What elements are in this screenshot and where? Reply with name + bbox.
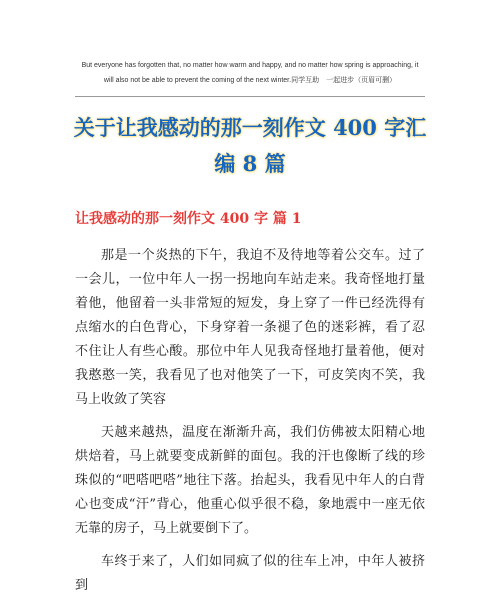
section-title: 让我感动的那一刻作文 400 字 篇 1 [75, 211, 302, 227]
paragraph-2: 天越来越热，温度在渐渐升高，我们仿佛被太阳精心地烘焙着，马上就要变成新鲜的面包。我的汗也像断了线的珍珠似的“吧嗒吧嗒”地往下落。抬起头，我看见中年人的白背心也变成“汗”背心，他重心似乎很不稳，象地震中一座无依无靠的房子，马上就要倒下了。 [75, 425, 425, 536]
header-divider [75, 96, 425, 97]
page-header-quote [60, 58, 440, 88]
document-title: 关于让我感动的那一刻作文 400 字汇编 8 篇 [73, 115, 427, 176]
paragraph-3: 车终于来了，人们如同疯了似的往车上冲，中年人被挤到 [75, 554, 425, 593]
header-quote-line-2: will also not be able to prevent the coming of the next winter.同学互助 一起进步（页眉可删） [103, 77, 397, 84]
header-quote-line-1: But everyone has forgotten that, no matter how warm and happy, and no matter how spring is approaching, it [81, 62, 419, 69]
paragraph-1: 那是一个炎热的下午，我迫不及待地等着公交车。过了一会儿，一位中年人一拐一拐地向车站走来。我奇怪地打量着他，他留着一头非常短的短发，身上穿了一件已经洗得有点缩水的白色背心，下身穿着一条褪了色的迷彩裤，看了忍不住让人有些心酸。那位中年人见我奇怪地打量着他，便对我憨憨一笑，我看见了也对他笑了一下，可皮笑肉不笑，我马上收敛了笑容 [75, 248, 425, 407]
article-body [75, 244, 425, 607]
